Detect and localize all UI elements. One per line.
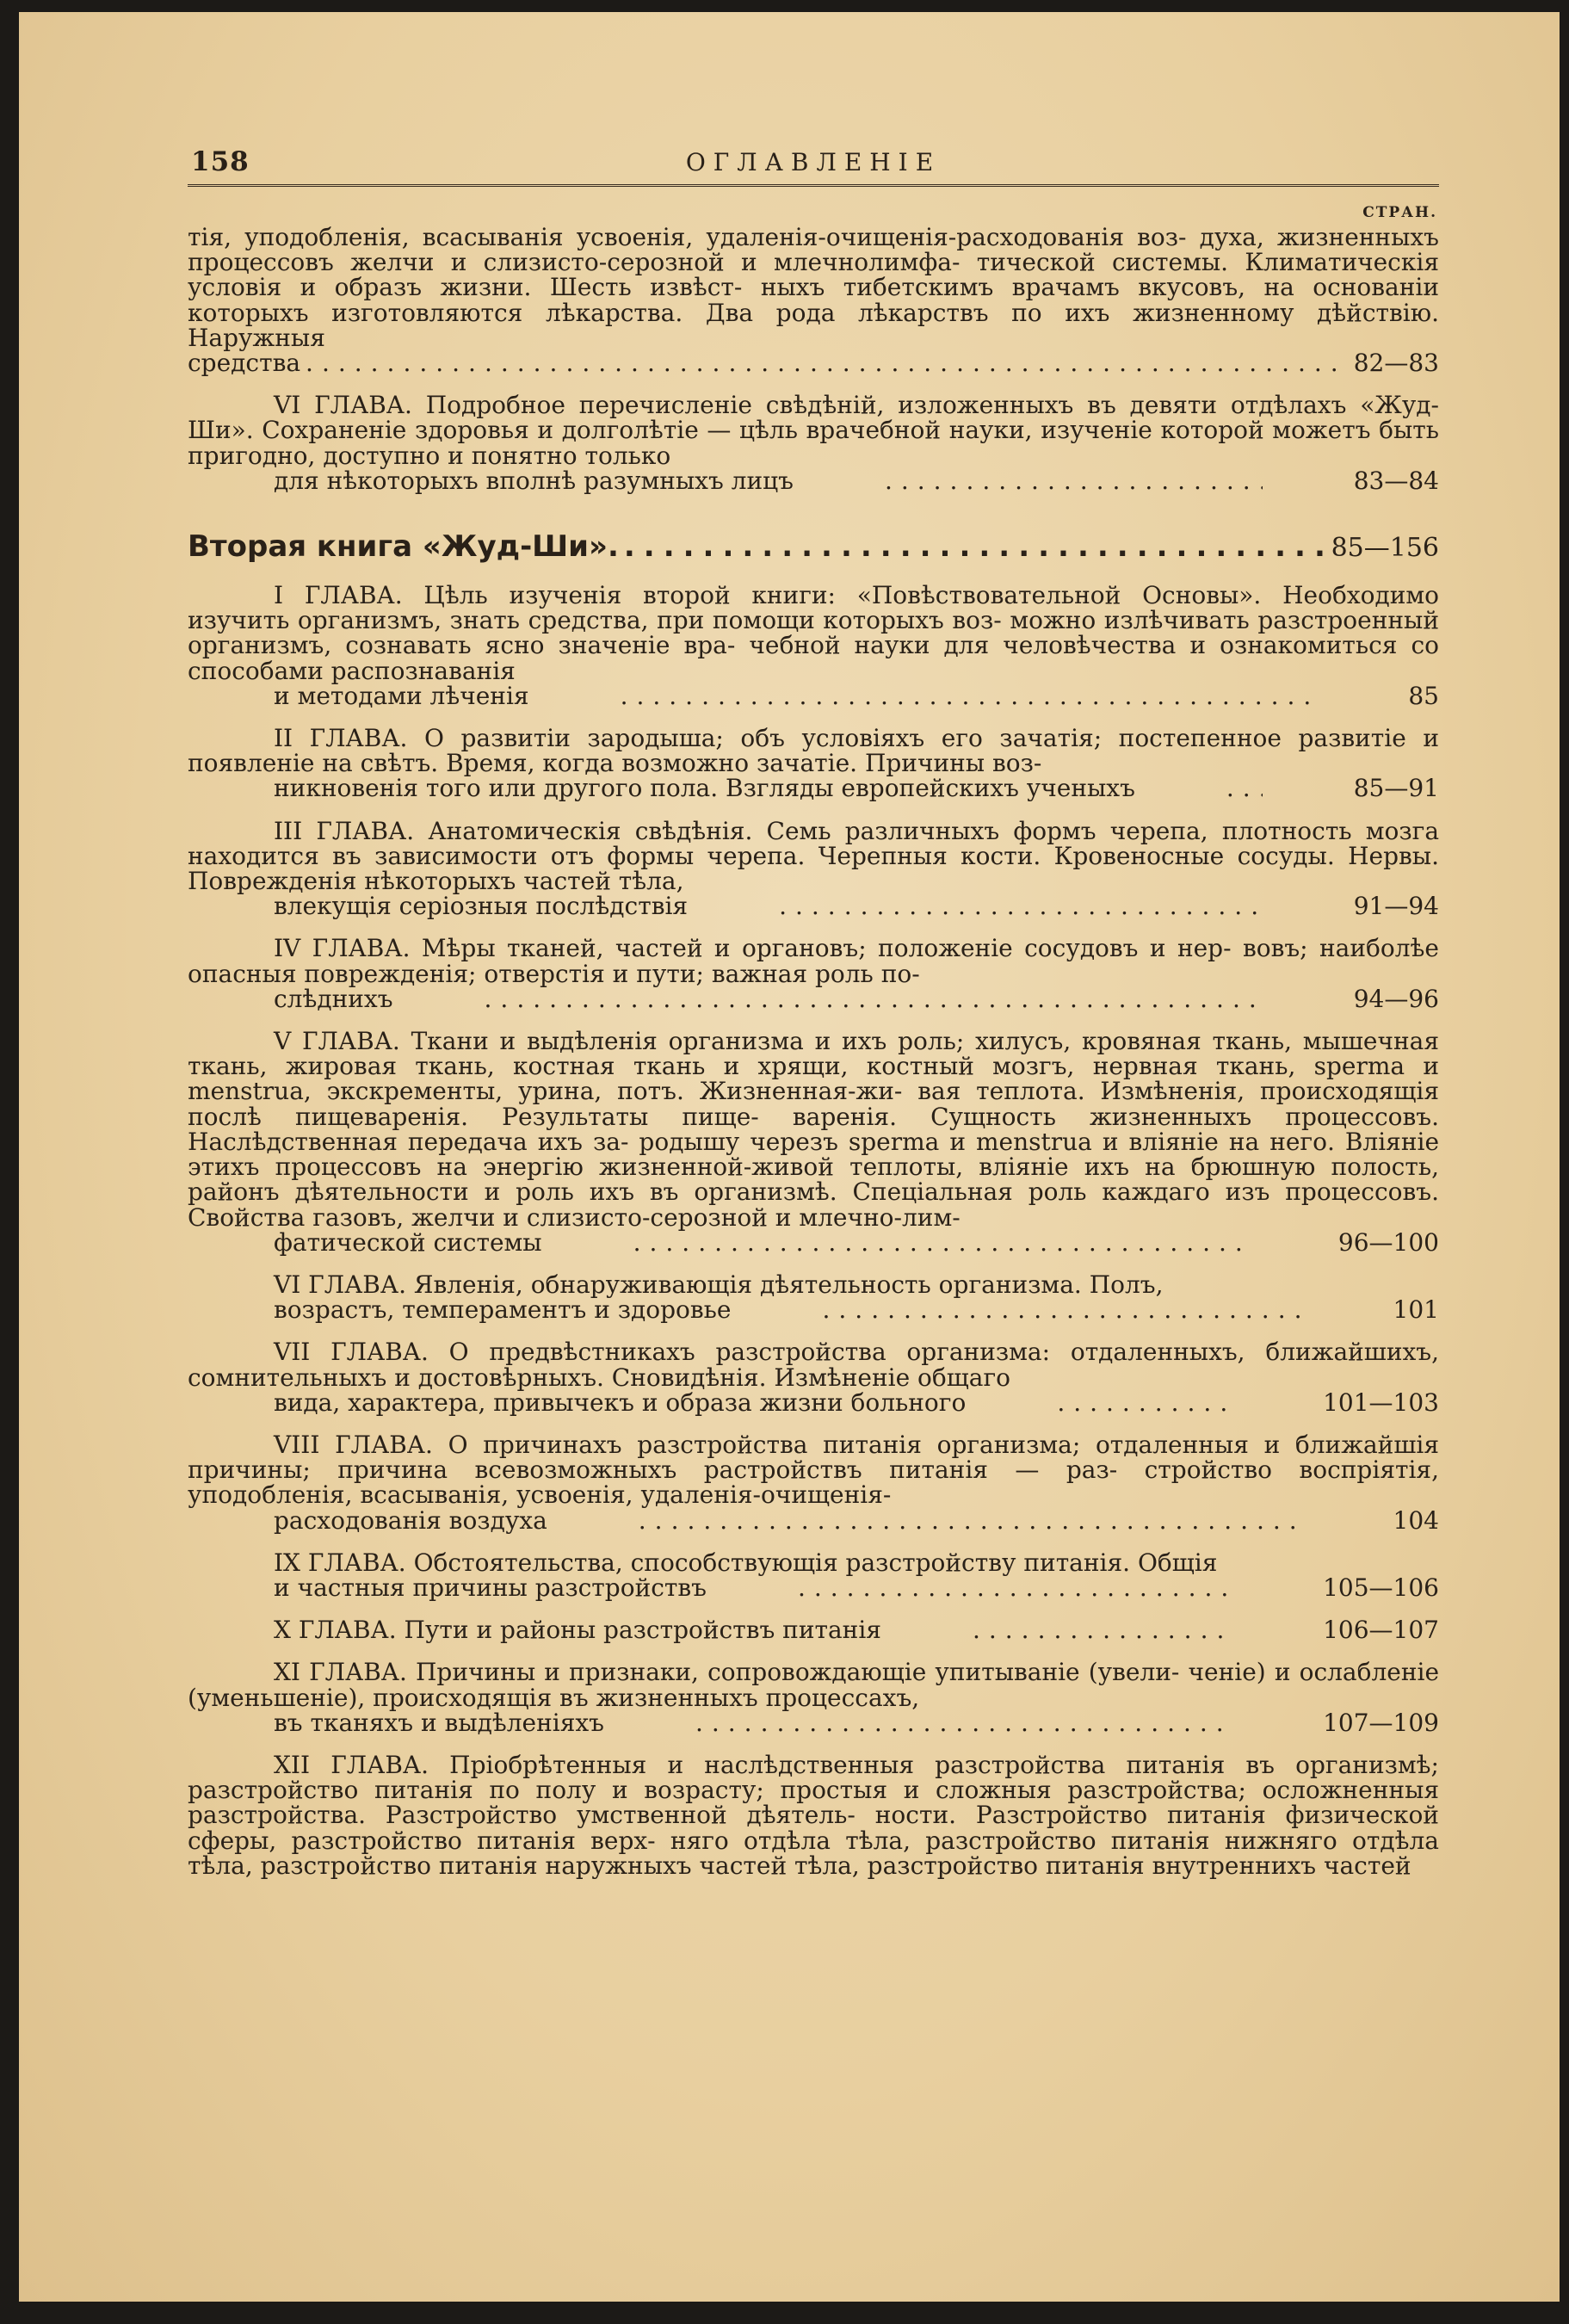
entry-text-line: IV ГЛАВА. Мѣры тканей, частей и органовъ; положеніе сосудовъ и нер- bbox=[274, 934, 1232, 963]
entry-last-text: никновенія того или другого пола. Взгляды европейскихъ ученыхъ bbox=[274, 774, 1135, 803]
entry-last-text: возрастъ, темпераментъ и здоровье bbox=[274, 1295, 732, 1325]
dot-leader bbox=[553, 1508, 1302, 1533]
entry-pages: 83—84 bbox=[1353, 466, 1439, 495]
dot-leader bbox=[712, 1575, 1232, 1600]
entry-text-line: VII ГЛАВА. О предвѣстникахъ разстройства организма: отдаленныхъ, bbox=[274, 1338, 1245, 1367]
entry-last-line bbox=[188, 683, 1439, 708]
pages-column-label: СТРАН. bbox=[1362, 204, 1437, 221]
book-pages: 85—156 bbox=[1331, 533, 1439, 564]
entry-text-line: варенія. Сущность жизненныхъ процессовъ. Наслѣдственная передача ихъ за- bbox=[188, 1102, 1439, 1156]
entry-text-line: организмѣ; разстройство питанія по полу и возрасту; простыя и сложныя bbox=[188, 1750, 1439, 1805]
entry-text-line: XII ГЛАВА. Пріобрѣтенныя и наслѣдственныя разстройства питанія въ bbox=[274, 1750, 1275, 1779]
dot-leader bbox=[971, 1390, 1232, 1415]
entry-last-text: и частныя причины разстройствъ bbox=[274, 1573, 707, 1602]
book-heading bbox=[188, 529, 1439, 566]
entry-text-line: чебной науки для человѣчества и ознакомиться со способами распознаванія bbox=[188, 631, 1440, 685]
entry-text-line: нервная ткань, sperma и menstrua, экскременты, урина, потъ. Жизненная-жи- bbox=[188, 1052, 1439, 1106]
entry-text-line: разстройства; осложненныя разстройства. Разстройство умственной дѣятель- bbox=[188, 1776, 1440, 1830]
toc-entry bbox=[188, 1029, 1439, 1255]
toc-entry bbox=[188, 223, 1440, 378]
entry-last-line bbox=[188, 1390, 1439, 1415]
entry-text-line: стройство воспріятія, уподобленія, всасыванія, усвоенія, удаленія-очищенія- bbox=[188, 1456, 1439, 1510]
entry-text-line: отдѣлахъ «Жуд-Ши». Сохраненіе здоровья и долголѣтіе — цѣль врачебной bbox=[188, 391, 1439, 445]
entry-last-text: для нѣкоторыхъ вполнѣ разумныхъ лицъ bbox=[274, 466, 794, 495]
entry-text-line: IX ГЛАВА. Обстоятельства, способствующія разстройству питанія. Общія bbox=[274, 1548, 1218, 1577]
toc-entry bbox=[188, 392, 1439, 493]
dot-leader bbox=[547, 1230, 1247, 1255]
dot-leader bbox=[624, 529, 1326, 564]
entry-last-text: средства bbox=[188, 349, 301, 378]
entry-last-text: слѣднихъ bbox=[274, 984, 393, 1013]
entry-pages: 107—109 bbox=[1323, 1708, 1439, 1737]
entry-last-line bbox=[188, 774, 1439, 803]
entry-text-line: лѣкарства. Два рода лѣкарствъ по ихъ жизненному дѣйствію. Наружныя bbox=[188, 298, 1439, 352]
entry-last-line bbox=[188, 468, 1439, 493]
entry-text-line: ближайшихъ, сомнительныхъ и достовѣрныхъ. Сновидѣнія. Измѣненіе общаго bbox=[188, 1338, 1439, 1392]
toc-entries-continued bbox=[188, 225, 1439, 493]
entry-text-line: тія, уподобленія, всасыванія усвоенія, удаленія-очищенія-расходованія воз- bbox=[188, 223, 1187, 251]
toc-entry bbox=[188, 1270, 1439, 1325]
toc-entry bbox=[188, 936, 1439, 1011]
entry-last-line bbox=[188, 986, 1439, 1011]
entry-pages: 101—103 bbox=[1323, 1388, 1439, 1417]
entry-text-line: ныхъ тибетскимъ врачамъ вкусовъ, на основаніи которыхъ изготовляются bbox=[188, 273, 1440, 327]
entry-last-text: въ тканяхъ и выдѣленіяхъ bbox=[274, 1708, 604, 1737]
dot-leader bbox=[306, 350, 1349, 375]
toc-entry bbox=[188, 1550, 1439, 1600]
entry-text-line: Необходимо изучить организмъ, знать средства, при помощи которыхъ воз- bbox=[188, 581, 1440, 635]
entry-pages: 104 bbox=[1393, 1505, 1439, 1535]
entry-text-line: духа, жизненныхъ процессовъ желчи и слизисто-серозной и млечнолимфа- bbox=[188, 223, 1439, 277]
entry-text-line: развитіе и появленіе на свѣтъ. Время, когда возможно зачатіе. Причины воз- bbox=[188, 724, 1439, 778]
entry-text-line: плотность мозга находится въ зависимости отъ формы черепа. Черепныя bbox=[188, 816, 1440, 870]
entry-last-text: вида, характера, привычекъ и образа жизни больного bbox=[274, 1388, 967, 1417]
book-page bbox=[19, 12, 1560, 2302]
entry-pages: 106—107 bbox=[1323, 1616, 1439, 1645]
entry-last-line bbox=[188, 1616, 1439, 1645]
toc-entry bbox=[188, 816, 1440, 921]
toc-entry bbox=[188, 726, 1439, 801]
entry-text-line: ткань, мышечная ткань, жировая ткань, костная ткань и хрящи, костный мозгъ, bbox=[188, 1027, 1440, 1081]
entry-last-line bbox=[188, 1505, 1439, 1535]
dot-leader bbox=[398, 986, 1263, 1011]
entry-pages: 101 bbox=[1393, 1295, 1439, 1325]
dot-leader bbox=[609, 1710, 1232, 1735]
entry-text-line: XI ГЛАВА. Причины и признаки, сопровождающіе упитываніе (увели- bbox=[274, 1658, 1180, 1687]
dot-leader bbox=[1140, 776, 1263, 800]
entry-last-line bbox=[188, 892, 1439, 921]
toc-entry bbox=[188, 583, 1439, 708]
dot-leader bbox=[534, 683, 1318, 708]
entry-text-line: VI ГЛАВА. Подробное перечисленіе свѣдѣній, изложенныхъ въ девяти bbox=[274, 391, 1217, 420]
toc-entry bbox=[188, 1339, 1439, 1415]
entry-pages: 96—100 bbox=[1337, 1227, 1439, 1257]
entry-last-line bbox=[188, 1295, 1439, 1325]
entry-last-line bbox=[188, 1710, 1439, 1735]
entry-text-line: науки, изученіе которой можетъ быть пригодно, доступно и понятно только bbox=[188, 416, 1440, 470]
toc-entry bbox=[188, 1752, 1439, 1878]
entry-last-text: расходованія воздуха bbox=[274, 1505, 547, 1535]
dot-leader bbox=[737, 1297, 1302, 1322]
entry-text-line: тической системы. Климатическія условія и образъ жизни. Шесть извѣст- bbox=[188, 248, 1439, 302]
dot-leader bbox=[886, 1617, 1232, 1642]
page-number: 158 bbox=[191, 146, 250, 177]
entry-last-line bbox=[188, 1575, 1439, 1600]
entry-text-line: можно излѣчивать разстроенный организмъ, сознавать ясно значеніе вра- bbox=[188, 606, 1439, 660]
entry-text-line: V ГЛАВА. Ткани и выдѣленія организма и ихъ роль; хилусъ, кровяная bbox=[274, 1027, 1201, 1056]
entry-text-line: ченіе) и ослабленіе (уменьшеніе), происходящія въ жизненныхъ процессахъ, bbox=[188, 1658, 1440, 1712]
entry-text-line: ности. Разстройство питанія физической сферы, разстройство питанія верх- bbox=[188, 1801, 1439, 1855]
entry-text-line: II ГЛАВА. О развитіи зародыша; объ условіяхъ его зачатія; постепенное bbox=[274, 724, 1282, 753]
entry-pages: 85—91 bbox=[1353, 774, 1439, 803]
entry-pages: 82—83 bbox=[1353, 349, 1439, 378]
entry-pages: 94—96 bbox=[1353, 984, 1439, 1013]
toc-entry bbox=[188, 1432, 1439, 1533]
entry-text-line: I ГЛАВА. Цѣль изученія второй книги: «Повѣствовательной Основы». bbox=[274, 581, 1262, 610]
running-head: ОГЛАВЛЕНІЕ bbox=[685, 148, 942, 176]
entry-last-text: и методами лѣченія bbox=[274, 681, 529, 710]
page-header bbox=[188, 141, 1439, 187]
entry-last-text: фатической системы bbox=[274, 1227, 542, 1257]
book-title: Вторая книга «Жуд-Ши». bbox=[188, 529, 619, 565]
entry-text-line: няго отдѣла тѣла, разстройство питанія нижняго отдѣла тѣла, разстройство bbox=[188, 1826, 1439, 1880]
entry-text-line: VI ГЛАВА. Явленія, обнаруживающія дѣятельность организма. Полъ, bbox=[274, 1270, 1164, 1299]
entry-text-line: изъ процессовъ. Свойства газовъ, желчи и слизисто-серозной и млечно-лим- bbox=[188, 1177, 1439, 1232]
dot-leader bbox=[693, 893, 1263, 918]
entry-last-line bbox=[188, 349, 1439, 378]
entry-text-line: III ГЛАВА. Анатомическія свѣдѣнія. Семь различныхъ формъ черепа, bbox=[274, 816, 1208, 845]
entry-last-line bbox=[188, 1227, 1439, 1257]
entry-text-line: родышу черезъ sperma и menstrua и вліяніе на него. Вліяніе этихъ процессовъ bbox=[188, 1127, 1440, 1182]
toc-entry bbox=[188, 1616, 1439, 1645]
entry-last-text: влекущія серіозныя послѣдствія bbox=[274, 892, 689, 921]
toc-entries-chapters bbox=[188, 583, 1439, 1878]
entry-text-line: питанія наружныхъ частей тѣла, разстройство питанія внутреннихъ частей bbox=[438, 1851, 1411, 1880]
entry-last-text: X ГЛАВА. Пути и районы разстройствъ питанія bbox=[274, 1616, 881, 1645]
entry-text-line: вовъ; наиболѣе опасныя поврежденія; отверстія и пути; важная роль по- bbox=[188, 934, 1439, 988]
entry-text-line: кости. Кровеносные сосуды. Нервы. Поврежденія нѣкоторыхъ частей тѣла, bbox=[188, 841, 1439, 896]
entry-text-line: районъ дѣятельности и роль ихъ въ организмѣ. Спеціальная роль каждаго bbox=[188, 1177, 1210, 1207]
toc-entry bbox=[188, 1660, 1439, 1735]
entry-text-line: вая теплота. Измѣненія, происходящія послѣ пищеваренія. Результаты пище- bbox=[188, 1077, 1440, 1131]
entry-pages: 91—94 bbox=[1353, 892, 1439, 921]
entry-pages: 105—106 bbox=[1323, 1573, 1439, 1602]
toc-content bbox=[188, 141, 1439, 1878]
entry-pages: 85 bbox=[1408, 681, 1439, 710]
dot-leader bbox=[799, 468, 1263, 493]
entry-text-line: VIII ГЛАВА. О причинахъ разстройства питанія организма; отдаленныя bbox=[274, 1430, 1249, 1459]
entry-text-line: и ближайшія причины; причина всевозможныхъ растройствъ питанія — раз- bbox=[188, 1430, 1439, 1485]
entry-text-line: на энергію жизненной-живой теплоты, вліяніе ихъ на брюшную полость, bbox=[436, 1153, 1439, 1182]
